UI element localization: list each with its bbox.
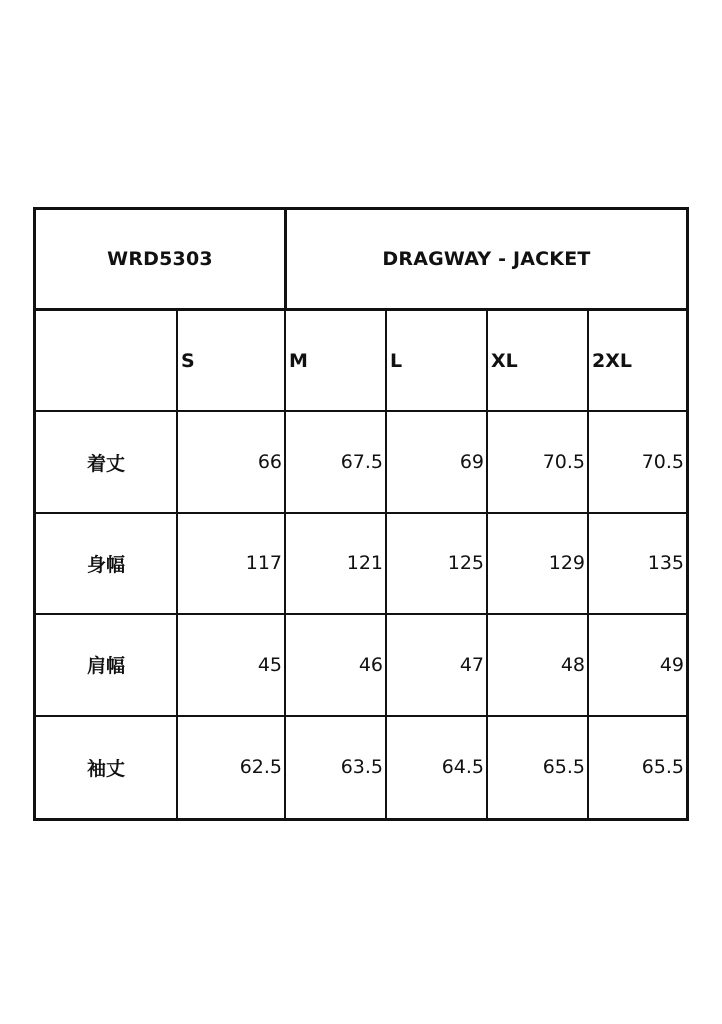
table-cell: 70.5 [488,412,589,511]
table-cell: 70.5 [641,451,684,474]
table-cell: 135 [647,552,684,575]
table-cell: 62.5 [178,717,286,818]
table-cell: 125 [387,514,488,613]
table-row [36,615,686,716]
table-cell: 117 [178,514,286,613]
row-label: 肩幅 [36,615,178,714]
table-cell: 65.5 [488,717,589,818]
table-cell: 65.5 [641,756,684,779]
size-label-2xl: 2XL [592,349,632,372]
table-cell: 45 [178,615,286,714]
size-label-l: L [387,311,488,410]
table-cell: 129 [488,514,589,613]
row-label: 着丈 [36,412,178,511]
table-cell: 64.5 [387,717,488,818]
table-row [36,514,686,615]
product-name: DRAGWAY - JACKET [382,248,591,270]
table-row [36,412,686,513]
size-chart-table [33,207,689,821]
table-cell: 49 [659,653,684,676]
size-header-row [36,311,686,412]
table-cell: 63.5 [286,717,387,818]
table-header-row [36,210,686,311]
table-cell: 48 [488,615,589,714]
table-cell: 47 [387,615,488,714]
table-cell: 66 [178,412,286,511]
model-code: WRD5303 [36,210,287,308]
corner-cell [36,311,178,410]
row-label: 身幅 [36,514,178,613]
size-label-s: S [178,311,286,410]
size-label-xl: XL [488,311,589,410]
table-cell: 67.5 [286,412,387,511]
size-label-m: M [286,311,387,410]
table-cell: 69 [387,412,488,511]
table-cell: 46 [286,615,387,714]
row-label: 袖丈 [36,717,178,818]
table-cell: 121 [286,514,387,613]
table-row [36,717,686,818]
size-grid [36,311,686,818]
